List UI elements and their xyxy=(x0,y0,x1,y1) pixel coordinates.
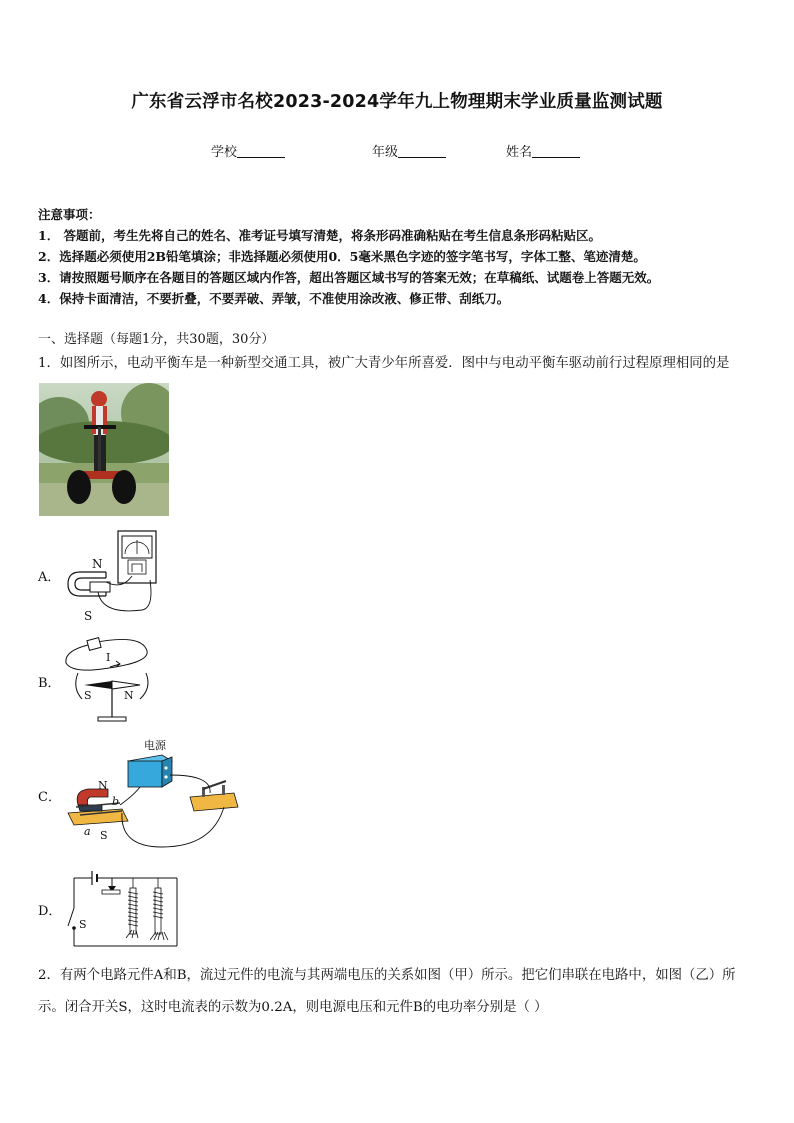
notes-heading: 注意事项： xyxy=(38,207,101,222)
name-label: 姓名 xyxy=(506,145,533,160)
label-n: N xyxy=(92,557,103,571)
note-item: 2．选择题必须使用2B铅笔填涂；非选择题必须使用0．5毫米黑色字迹的签字笔书写，字体工整、笔迹清楚。 xyxy=(38,249,646,264)
school-field xyxy=(211,141,285,160)
option-a-figure xyxy=(62,530,172,625)
label-b: b xyxy=(112,795,120,808)
grade-label: 年级 xyxy=(372,145,399,160)
name-blank[interactable] xyxy=(532,145,580,158)
option-c-figure xyxy=(62,735,242,853)
label-switch-s: S xyxy=(79,918,87,931)
option-a-label[interactable]: A． xyxy=(38,570,61,585)
school-label: 学校 xyxy=(211,145,238,160)
question-2-text: 2．有两个电路元件A和B，流过元件的电流与其两端电压的关系如图（甲）所示。把它们串联在电路中，如图（乙）所示。闭合开关S，这时电流表的示数为0.2A，则电源电压和元件B的电功率分别是（ ） xyxy=(38,968,736,1015)
label-n: N xyxy=(124,689,134,702)
section-heading: 一、选择题（每题1分，共30题，30分） xyxy=(38,332,275,347)
question-1-text: 1．如图所示，电动平衡车是一种新型交通工具，被广大青少年所喜爱．图中与电动平衡车驱动前行过程原理相同的是 xyxy=(38,356,730,371)
grade-field xyxy=(372,141,446,160)
option-d-figure xyxy=(62,866,182,950)
note-item: 4．保持卡面清洁，不要折叠，不要弄破、弄皱，不准使用涂改液、修正带、刮纸刀。 xyxy=(38,291,510,306)
label-n: N xyxy=(98,779,108,792)
notes-block xyxy=(38,204,659,309)
label-a: a xyxy=(84,825,91,838)
option-c-label[interactable]: C． xyxy=(38,790,61,805)
power-source-box xyxy=(128,761,162,787)
option-d-label[interactable]: D． xyxy=(38,904,62,919)
school-blank[interactable] xyxy=(237,145,285,158)
label-s: S xyxy=(100,829,108,842)
option-b-figure xyxy=(62,633,157,725)
label-s: S xyxy=(84,689,92,702)
balance-scooter-photo xyxy=(39,383,169,516)
note-item: 1． 答题前，考生先将自己的姓名、准考证号填写清楚，将条形码准确粘贴在考生信息条形码粘贴区。 xyxy=(38,228,602,243)
name-field xyxy=(506,141,580,160)
option-b-label[interactable]: B． xyxy=(38,676,61,691)
label-s: S xyxy=(84,609,93,623)
label-current-i: I xyxy=(106,651,111,664)
page-title: 广东省云浮市名校2023-2024学年九上物理期末学业质量监测试题 xyxy=(131,92,663,112)
grade-blank[interactable] xyxy=(398,145,446,158)
label-power-source: 电源 xyxy=(144,739,166,752)
note-item: 3．请按照题号顺序在各题目的答题区域内作答，超出答题区域书写的答案无效；在草稿纸、试题卷上答题无效。 xyxy=(38,270,660,285)
